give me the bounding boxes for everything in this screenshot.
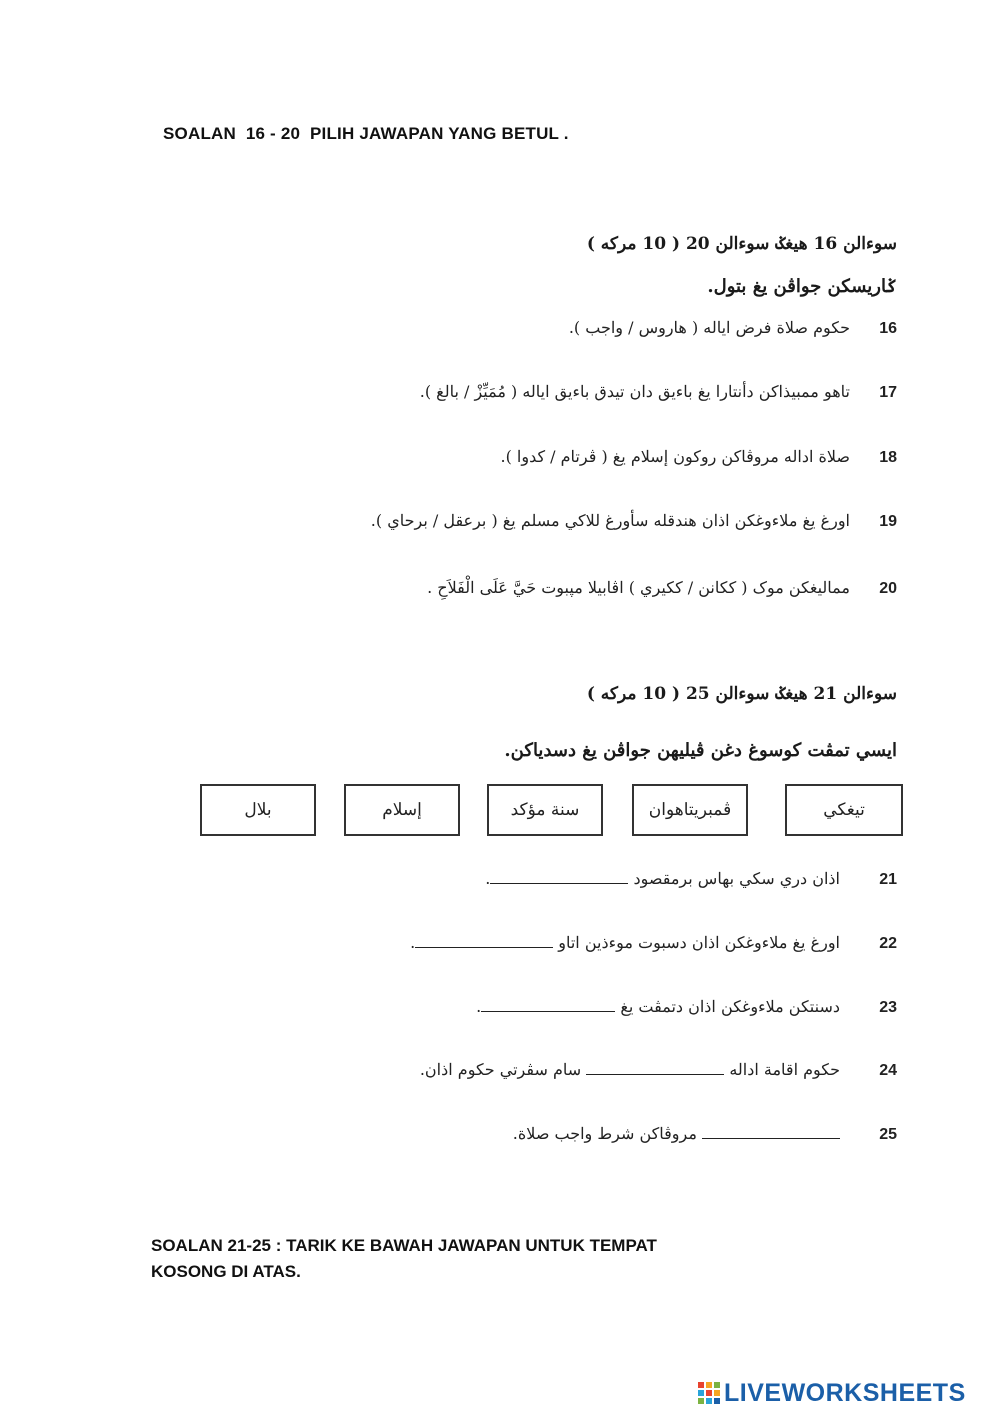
question-text: صلاة اداله مروڤاکن روکون إسلام يغ ( ڤرتام / کدوا ). <box>500 447 850 466</box>
question-text-before: حکوم اقامة اداله <box>729 1060 840 1079</box>
question-text: حکوم صلاة فرض اياله ( هاروس / واجب ). <box>568 318 850 337</box>
instruction-bottom-line1: SOALAN 21-25 : TARIK KE BAWAH JAWAPAN UNTUK TEMPAT <box>151 1236 657 1255</box>
question-text <box>476 997 840 1016</box>
question-23 <box>0 999 1000 1039</box>
liveworksheets-brand <box>698 1380 966 1406</box>
word-bank-option[interactable]: سنة مؤكد <box>487 784 603 836</box>
question-text-before: اورغ يغ ملاءوغکن اذان دسبوت موءذين اتاو <box>558 933 840 952</box>
question-19 <box>0 513 1000 553</box>
section1-title: سوءالن 16 هيغݢ سوءالن 20 ( 10 مركه ) <box>586 234 897 254</box>
word-bank-option[interactable]: ڤمبريتاهوان <box>632 784 748 836</box>
question-text-after: مروڤاکن شرط واجب صلاة. <box>512 1124 697 1143</box>
question-number: 21 <box>879 871 897 888</box>
answer-blank[interactable] <box>415 933 553 948</box>
question-18 <box>0 449 1000 489</box>
instruction-bottom-line2: KOSONG DI ATAS. <box>151 1262 301 1281</box>
section2-title: سوءالن 21 هيغݢ سوءالن 25 ( 10 مركه ) <box>586 684 897 704</box>
question-number: 20 <box>879 580 897 597</box>
question-text <box>513 1124 840 1143</box>
question-16 <box>0 320 1000 360</box>
question-24 <box>0 1062 1000 1102</box>
word-bank-option[interactable]: بلال <box>200 784 316 836</box>
question-25 <box>0 1126 1000 1166</box>
word-bank-option[interactable]: إسلام <box>344 784 460 836</box>
question-text-after: . <box>410 933 416 952</box>
question-text: تاهو ممبيذاکن دأنتارا يغ باءيق دان تيدق باءيق اياله ( مُمَيِّزْ / بالغ ). <box>419 382 850 401</box>
answer-blank[interactable] <box>702 1124 840 1139</box>
question-number: 19 <box>879 513 897 530</box>
question-text <box>410 933 840 952</box>
question-text: ممالیغکن موک ( ککانن / ککيري ) اڤابيلا مڽبوت حَيَّ عَلَى الْفَلاَحِ . <box>427 578 850 597</box>
instruction-top: SOALAN 16 - 20 PILIH JAWAPAN YANG BETUL . <box>163 124 569 143</box>
brand-name: LIVEWORKSHEETS <box>724 1378 966 1407</box>
question-number: 25 <box>879 1126 897 1143</box>
question-text <box>485 869 840 888</box>
section1-subtitle: ݢاريسكن جواڤن يغ بتول. <box>707 276 897 297</box>
instruction-bottom <box>151 1233 791 1285</box>
answer-blank[interactable] <box>490 869 628 884</box>
question-text-after: سام سڤرتي حکوم اذان. <box>419 1060 582 1079</box>
question-text-before: اذان دري سکي بهاس برمقصود <box>633 869 840 888</box>
word-bank-option[interactable]: تيغکي <box>785 784 903 836</box>
question-text-before: دسنتکن ملاءوغکن اذان دتمڤت يغ <box>620 997 840 1016</box>
liveworksheets-logo-icon <box>698 1382 720 1404</box>
question-text-after: . <box>485 869 491 888</box>
question-text-after: . <box>476 997 482 1016</box>
question-text <box>420 1060 840 1079</box>
question-21 <box>0 871 1000 911</box>
question-number: 23 <box>879 999 897 1016</box>
answer-blank[interactable] <box>481 997 615 1012</box>
question-number: 22 <box>879 935 897 952</box>
question-text: اورغ يغ ملاءوغکن اذان هندقله سأورغ للاکي مسلم يغ ( برعقل / برحاي ). <box>370 511 850 530</box>
section2-subtitle: ايسي تمڤت کوسوغ دغن ڤيليهن جواڤن يغ دسدياکن. <box>504 740 897 761</box>
question-22 <box>0 935 1000 975</box>
question-number: 17 <box>879 384 897 401</box>
question-number: 16 <box>879 320 897 337</box>
question-number: 24 <box>879 1062 897 1079</box>
question-20 <box>0 580 1000 620</box>
answer-blank[interactable] <box>586 1060 724 1075</box>
question-number: 18 <box>879 449 897 466</box>
question-17 <box>0 384 1000 424</box>
